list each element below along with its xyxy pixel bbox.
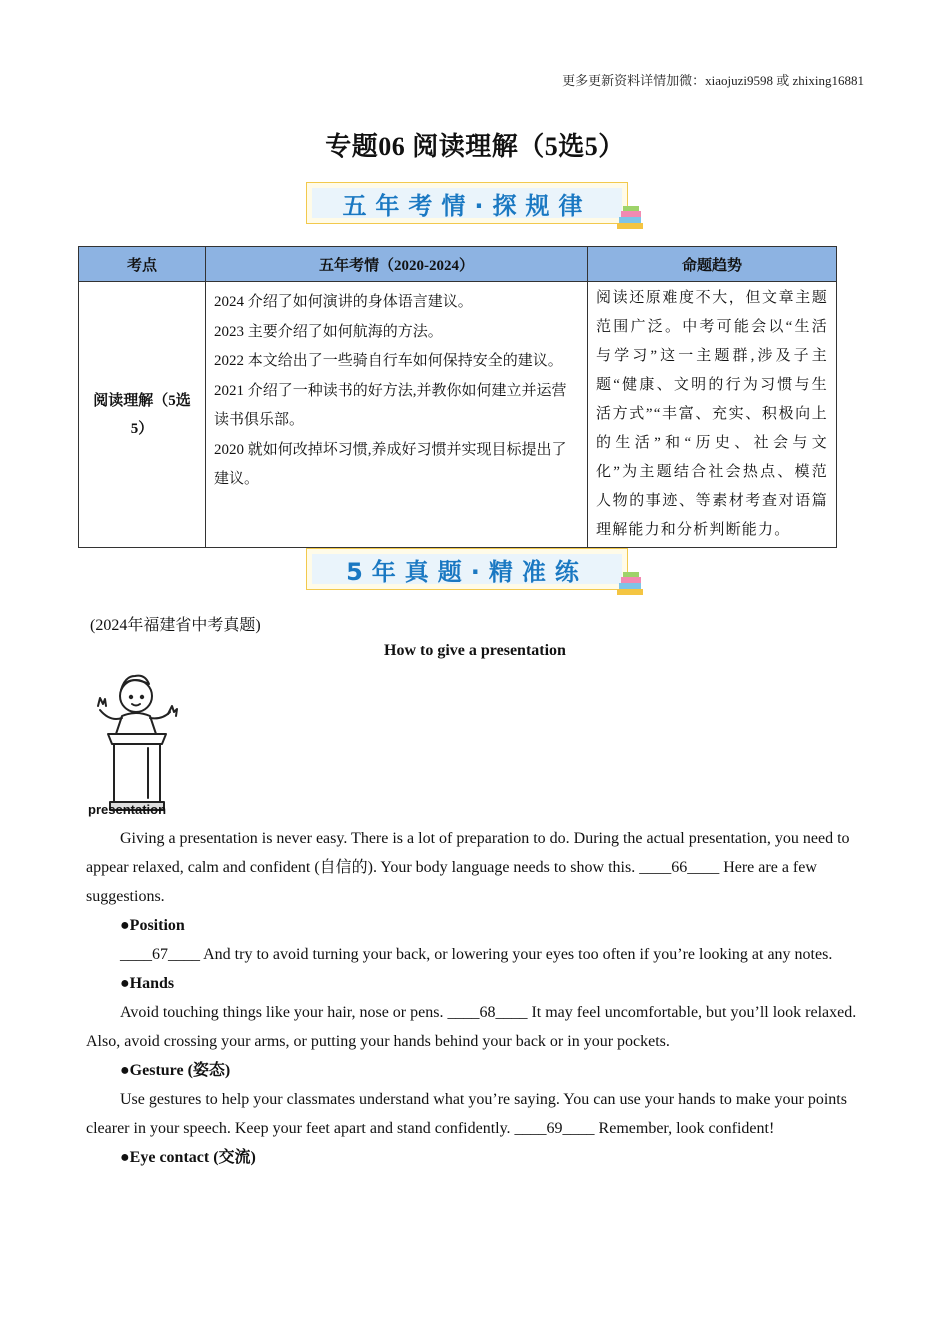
banner-exam-analysis	[306, 182, 628, 224]
table-row	[79, 282, 837, 548]
five-year-cell	[206, 282, 588, 548]
heading-hands: ●Hands	[120, 975, 175, 992]
books-icon	[615, 205, 647, 231]
year-2020: 2020 就如何改掉坏习惯,养成好习惯并实现目标提出了建议。	[214, 441, 567, 487]
header-trend: 命题趋势	[588, 247, 837, 282]
exam-analysis-table	[78, 246, 837, 548]
paragraph-hands: Avoid touching things like your hair, nose or pens. ____68____ It may feel uncomfortable, but you’ll look relaxed. Also, avoid crossing your arms, or putting your hands behind your back or in your pockets.	[86, 1004, 857, 1050]
heading-gesture: ●Gesture (姿态)	[120, 1062, 231, 1079]
passage-body	[86, 824, 866, 1172]
banner-practice	[306, 548, 628, 590]
banner-practice-label: 5年真题·精准练	[312, 554, 622, 584]
heading-position: ●Position	[120, 917, 185, 934]
figure-label: presentation	[88, 802, 167, 817]
header-five-year: 五年考情（2020-2024）	[206, 247, 588, 282]
banner-exam-analysis-label: 五年考情·探规律	[312, 188, 622, 218]
trend-cell: 阅读还原难度不大，但文章主题范围广泛。中考可能会以“生活与学习”这一主题群,涉及子主题“健康、文明的行为习惯与生活方式”“丰富、充实、积极向上的生活”和“历史、社会与文化”为主题结合社会热点、模范人物的事迹、等素材考查对语篇理解能力和分析判断能力。	[588, 282, 837, 548]
paragraph-position: ____67____ And try to avoid turning your back, or lowering your eyes too often if you’re looking at any notes.	[120, 946, 833, 963]
books-icon	[615, 571, 647, 597]
passage-title: How to give a presentation	[384, 642, 566, 659]
topic-cell	[79, 282, 206, 548]
year-2021: 2021 介绍了一种读书的好方法,并教你如何建立并运营读书俱乐部。	[214, 382, 567, 428]
year-2022: 2022 本文给出了一些骑自行车如何保持安全的建议。	[214, 353, 563, 369]
year-2023: 2023 主要介绍了如何航海的方法。	[214, 323, 443, 340]
heading-eye-contact: ●Eye contact (交流)	[120, 1149, 256, 1166]
table-header-row	[79, 247, 837, 282]
presenter-illustration	[88, 668, 188, 820]
topic-text: 阅读理解（5选5）	[93, 392, 191, 437]
year-2024: 2024 介绍了如何演讲的身体语言建议。	[214, 294, 473, 310]
source-note: (2024年福建省中考真题)	[90, 617, 261, 634]
page-title: 专题06 阅读理解（5选5）	[325, 132, 625, 161]
header-topic: 考点	[79, 247, 206, 282]
header-note: 更多更新资料详情加微：xiaojuzi9598 或 zhixing16881	[562, 73, 864, 88]
paragraph-gesture: Use gestures to help your classmates understand what you’re saying. You can use your hands to make your points clearer in your speech. Keep your feet apart and stand confidently. ____69____ Remember, look confident!	[86, 1091, 847, 1137]
paragraph-intro: Giving a presentation is never easy. There is a lot of preparation to do. During the actual presentation, you need to appear relaxed, calm and confident (自信的). Your body language needs to show this. ____66____ Here are a few suggestions.	[86, 830, 850, 905]
